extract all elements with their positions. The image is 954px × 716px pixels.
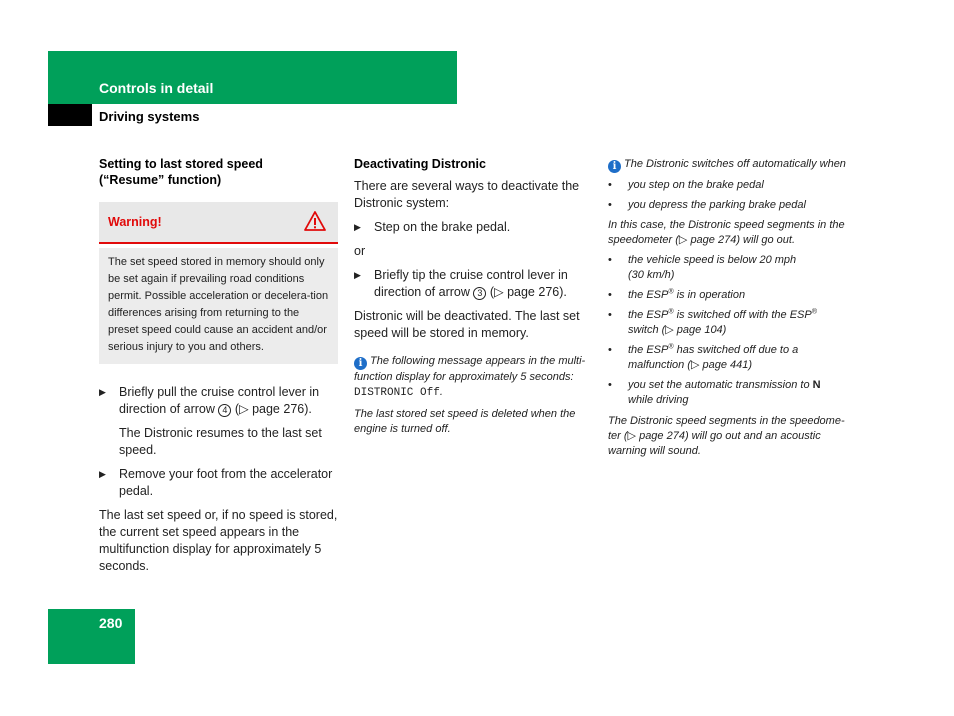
- deactivate-step-1: ▶ Step on the brake pedal.: [354, 220, 511, 234]
- middle-column: [354, 156, 594, 437]
- deactivate-result: Distronic will be deactivated. The last set speed will be stored in memory.: [354, 309, 580, 340]
- arrow-number-circle: 4: [218, 404, 231, 417]
- list-item: • the ESP® is in operation: [608, 288, 746, 301]
- right-column: [608, 157, 853, 459]
- header-band: [48, 51, 457, 104]
- bullet-arrow-icon: ▶: [99, 469, 106, 479]
- info-note-display: i The following message appears in the multi-function display for approximately 5 seconds: DISTRONIC Off.: [354, 355, 586, 399]
- list-item: • you depress the parking brake pedal: [608, 199, 806, 211]
- resume-step-2: ▶ Remove your foot from the accelerator pedal.: [99, 467, 333, 498]
- warning-triangle-icon: [304, 210, 326, 232]
- info-icon: i: [608, 160, 621, 173]
- bullet-arrow-icon: ▶: [354, 222, 361, 232]
- arrow-number-circle: 3: [473, 287, 486, 300]
- list-item: • the vehicle speed is below 20 mph (30 km/h): [608, 254, 797, 281]
- deactivate-intro: There are several ways to deactivate the Distronic system:: [354, 179, 580, 210]
- resume-step-1: ▶ Briefly pull the cruise control lever in direction of arrow 4 (▷ page 276).: [99, 385, 320, 416]
- info-icon: i: [354, 357, 367, 370]
- warning-box: [99, 202, 338, 364]
- subsection-marker: [48, 104, 92, 126]
- resume-closing-text: The last set speed or, if no speed is stored, the current set speed appears in the multifunction display for approximately 5 seconds.: [99, 508, 338, 573]
- list-item: • the ESP® is switched off with the ESP® switch (▷ page 104): [608, 308, 817, 336]
- resume-heading: Setting to last stored speed (“Resume” function): [99, 157, 263, 187]
- left-column: [99, 156, 339, 575]
- auto-off-intro: i The Distronic switches off automatically when: [608, 157, 853, 173]
- speed-segments-text: In this case, the Distronic speed segments in the speedometer (▷ page 274) will go out.: [608, 219, 845, 246]
- page-number: 280: [99, 615, 123, 631]
- warning-label: Warning!: [108, 215, 162, 229]
- deactivate-step-2: ▶ Briefly tip the cruise control lever in direction of arrow 3 (▷ page 276).: [354, 268, 568, 299]
- or-text: or: [354, 244, 366, 258]
- list-item: • the ESP® has switched off due to a malfunction (▷ page 441): [608, 343, 799, 371]
- resume-step-1-result: The Distronic resumes to the last set speed.: [119, 426, 322, 457]
- deactivate-heading: Deactivating Distronic: [354, 157, 486, 171]
- subsection-title: Driving systems: [99, 109, 200, 124]
- warning-header: [99, 202, 338, 244]
- list-item: • you step on the brake pedal: [608, 179, 764, 191]
- list-item: • you set the automatic transmission to N while driving: [608, 379, 821, 406]
- warning-text: The set speed stored in memory should only be set again if prevailing road conditions permit. Possible acceleration or decelera-tion differences arising from returning to the preset speed could cause an accident and/or serious injury to you and others.: [99, 248, 338, 364]
- info-note-deleted: The last stored set speed is deleted when the engine is turned off.: [354, 408, 576, 435]
- display-message: DISTRONIC Off: [354, 387, 440, 399]
- bullet-arrow-icon: ▶: [99, 387, 106, 397]
- section-title: Controls in detail: [99, 80, 214, 96]
- bullet-arrow-icon: ▶: [354, 270, 361, 280]
- acoustic-warning-text: The Distronic speed segments in the speedome-ter (▷ page 274) will go out and an acoustic warning will sound.: [608, 415, 845, 457]
